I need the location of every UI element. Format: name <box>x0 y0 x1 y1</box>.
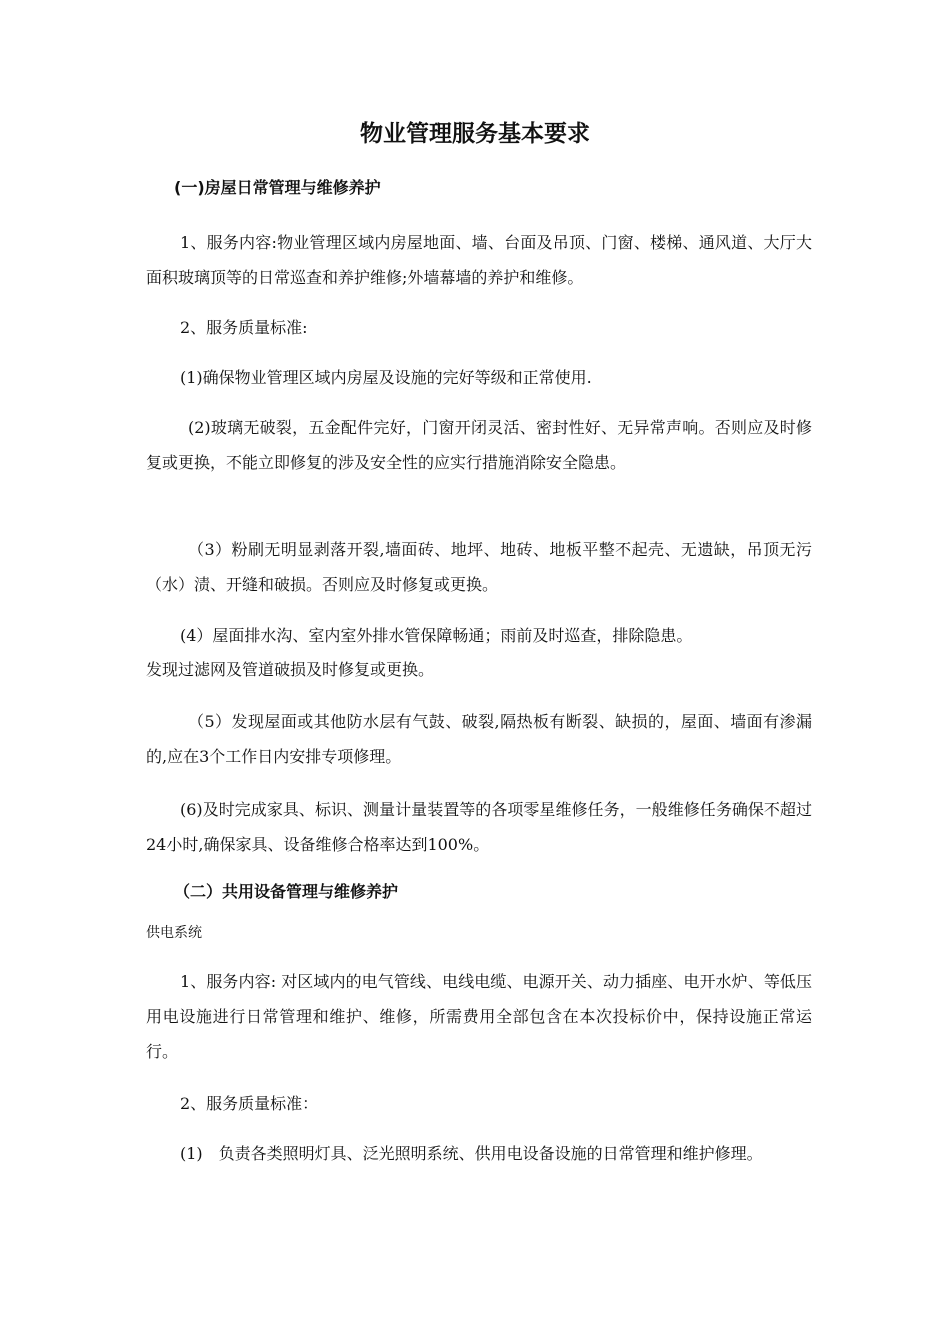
paragraph-item-1: (1)确保物业管理区域内房屋及设施的完好等级和正常使用. <box>180 368 592 387</box>
document-title: 物业管理服务基本要求 <box>360 121 590 147</box>
paragraph-item-4-line-1: (4）屋面排水沟、室内室外排水管保障畅通；雨前及时巡查，排除隐患。 <box>180 626 693 645</box>
section-heading-housing: (一)房屋日常管理与维修养护 <box>174 178 381 197</box>
paragraph-power-quality-standard: 2、服务质量标准： <box>180 1094 319 1113</box>
paragraph-item-2: (2)玻璃无破裂，五金配件完好，门窗开闭灵活、密封性好、无异常声响。否则应及时修复或更换，不能立即修复的涉及安全性的应实行措施消除安全隐患。 <box>146 418 812 472</box>
paragraph-item-3: （3）粉刷无明显剥落开裂,墙面砖、地坪、地砖、地板平整不起壳、无遗缺，吊顶无污（水）渍、开缝和破损。否则应及时修复或更换。 <box>146 540 812 594</box>
paragraph-quality-standard: 2、服务质量标准: <box>180 318 308 337</box>
paragraph-power-item-1: (1) 负责各类照明灯具、泛光照明系统、供用电设备设施的日常管理和维护修理。 <box>180 1144 763 1163</box>
section-heading-equipment: （二）共用设备管理与维修养护 <box>174 882 399 901</box>
paragraph-power-service-content: 1、服务内容: 对区域内的电气管线、电线电缆、电源开关、动力插座、电开水炉、等低压用电设施进行日常管理和维护、维修，所需费用全部包含在本次投标价中，保持设施正常运行。 <box>146 972 812 1061</box>
paragraph-service-content: 1、服务内容:物业管理区域内房屋地面、墙、台面及吊顶、门窗、楼梯、通风道、大厅大面积玻璃顶等的日常巡查和养护维修;外墙幕墙的养护和维修。 <box>146 233 812 287</box>
paragraph-item-4-line-2: 发现过滤网及管道破损及时修复或更换。 <box>146 660 435 679</box>
paragraph-item-5: （5）发现屋面或其他防水层有气鼓、破裂,隔热板有断裂、缺损的，屋面、墙面有渗漏的,应在3个工作日内安排专项修理。 <box>146 712 812 766</box>
subheading-power-supply: 供电系统 <box>146 925 202 941</box>
paragraph-item-6: (6)及时完成家具、标识、测量计量装置等的各项零星维修任务，一般维修任务确保不超过24小时,确保家具、设备维修合格率达到100%。 <box>146 800 812 854</box>
